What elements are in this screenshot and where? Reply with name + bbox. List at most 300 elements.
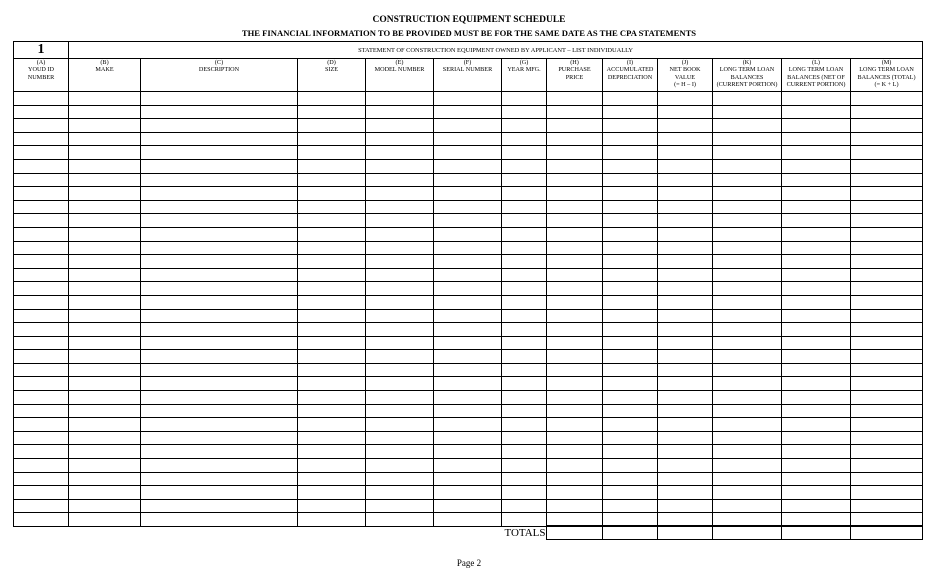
entry-cell[interactable] (434, 323, 502, 337)
entry-cell[interactable] (14, 486, 69, 500)
entry-cell[interactable] (14, 92, 69, 106)
entry-cell[interactable] (547, 309, 603, 323)
entry-cell[interactable] (658, 187, 713, 201)
entry-cell[interactable] (713, 146, 782, 160)
entry-cell[interactable] (713, 445, 782, 459)
entry-cell[interactable] (658, 159, 713, 173)
entry-cell[interactable] (502, 268, 547, 282)
entry-cell[interactable] (658, 350, 713, 364)
entry-cell[interactable] (141, 377, 298, 391)
entry-cell[interactable] (298, 146, 366, 160)
entry-cell[interactable] (434, 200, 502, 214)
entry-cell[interactable] (69, 323, 141, 337)
entry-cell[interactable] (298, 295, 366, 309)
entry-cell[interactable] (851, 377, 923, 391)
entry-cell[interactable] (298, 499, 366, 513)
entry-cell[interactable] (298, 105, 366, 119)
entry-cell[interactable] (434, 404, 502, 418)
entry-cell[interactable] (502, 418, 547, 432)
entry-cell[interactable] (69, 336, 141, 350)
entry-cell[interactable] (69, 472, 141, 486)
entry-cell[interactable] (782, 227, 851, 241)
entry-cell[interactable] (603, 255, 658, 269)
entry-cell[interactable] (502, 119, 547, 133)
entry-cell[interactable] (547, 499, 603, 513)
entry-cell[interactable] (658, 105, 713, 119)
entry-cell[interactable] (366, 159, 434, 173)
entry-cell[interactable] (782, 92, 851, 106)
entry-cell[interactable] (69, 119, 141, 133)
entry-cell[interactable] (713, 200, 782, 214)
entry-cell[interactable] (141, 268, 298, 282)
entry-cell[interactable] (502, 200, 547, 214)
entry-cell[interactable] (603, 295, 658, 309)
entry-cell[interactable] (782, 459, 851, 473)
entry-cell[interactable] (603, 187, 658, 201)
entry-cell[interactable] (851, 323, 923, 337)
entry-cell[interactable] (141, 200, 298, 214)
entry-cell[interactable] (782, 377, 851, 391)
entry-cell[interactable] (713, 336, 782, 350)
entry-cell[interactable] (366, 350, 434, 364)
entry-cell[interactable] (366, 309, 434, 323)
entry-cell[interactable] (603, 282, 658, 296)
entry-cell[interactable] (851, 255, 923, 269)
entry-cell[interactable] (141, 241, 298, 255)
entry-cell[interactable] (298, 92, 366, 106)
entry-cell[interactable] (14, 431, 69, 445)
entry-cell[interactable] (69, 146, 141, 160)
entry-cell[interactable] (434, 377, 502, 391)
entry-cell[interactable] (851, 105, 923, 119)
entry-cell[interactable] (14, 105, 69, 119)
entry-cell[interactable] (658, 472, 713, 486)
entry-cell[interactable] (502, 92, 547, 106)
entry-cell[interactable] (658, 445, 713, 459)
entry-cell[interactable] (14, 459, 69, 473)
entry-cell[interactable] (434, 146, 502, 160)
entry-cell[interactable] (547, 200, 603, 214)
entry-cell[interactable] (298, 214, 366, 228)
entry-cell[interactable] (658, 200, 713, 214)
entry-cell[interactable] (851, 418, 923, 432)
entry-cell[interactable] (434, 472, 502, 486)
entry-cell[interactable] (603, 132, 658, 146)
entry-cell[interactable] (658, 418, 713, 432)
entry-cell[interactable] (603, 350, 658, 364)
entry-cell[interactable] (502, 105, 547, 119)
entry-cell[interactable] (434, 459, 502, 473)
entry-cell[interactable] (658, 336, 713, 350)
entry-cell[interactable] (603, 472, 658, 486)
entry-cell[interactable] (603, 119, 658, 133)
entry-cell[interactable] (713, 268, 782, 282)
entry-cell[interactable] (547, 431, 603, 445)
entry-cell[interactable] (141, 472, 298, 486)
entry-cell[interactable] (14, 363, 69, 377)
entry-cell[interactable] (434, 486, 502, 500)
entry-cell[interactable] (141, 499, 298, 513)
entry-cell[interactable] (658, 377, 713, 391)
entry-cell[interactable] (434, 418, 502, 432)
entry-cell[interactable] (434, 391, 502, 405)
entry-cell[interactable] (782, 404, 851, 418)
entry-cell[interactable] (502, 336, 547, 350)
entry-cell[interactable] (851, 119, 923, 133)
entry-cell[interactable] (141, 146, 298, 160)
entry-cell[interactable] (14, 227, 69, 241)
entry-cell[interactable] (782, 214, 851, 228)
entry-cell[interactable] (298, 200, 366, 214)
entry-cell[interactable] (298, 377, 366, 391)
total-loan-noncurrent[interactable] (781, 526, 850, 540)
entry-cell[interactable] (502, 146, 547, 160)
entry-cell[interactable] (851, 92, 923, 106)
entry-cell[interactable] (14, 200, 69, 214)
total-loan-current[interactable] (712, 526, 781, 540)
entry-cell[interactable] (141, 187, 298, 201)
entry-cell[interactable] (502, 486, 547, 500)
entry-cell[interactable] (547, 486, 603, 500)
entry-cell[interactable] (713, 227, 782, 241)
entry-cell[interactable] (502, 309, 547, 323)
entry-cell[interactable] (713, 472, 782, 486)
entry-cell[interactable] (713, 323, 782, 337)
entry-cell[interactable] (502, 404, 547, 418)
entry-cell[interactable] (298, 404, 366, 418)
entry-cell[interactable] (658, 214, 713, 228)
entry-cell[interactable] (69, 418, 141, 432)
entry-cell[interactable] (603, 92, 658, 106)
entry-cell[interactable] (366, 268, 434, 282)
entry-cell[interactable] (782, 119, 851, 133)
entry-cell[interactable] (434, 499, 502, 513)
entry-cell[interactable] (141, 309, 298, 323)
entry-cell[interactable] (713, 173, 782, 187)
entry-cell[interactable] (366, 241, 434, 255)
entry-cell[interactable] (713, 132, 782, 146)
entry-cell[interactable] (658, 404, 713, 418)
entry-cell[interactable] (14, 323, 69, 337)
total-loan-total[interactable] (850, 526, 922, 540)
entry-cell[interactable] (713, 309, 782, 323)
entry-cell[interactable] (298, 350, 366, 364)
entry-cell[interactable] (603, 377, 658, 391)
entry-cell[interactable] (298, 255, 366, 269)
entry-cell[interactable] (298, 159, 366, 173)
entry-cell[interactable] (69, 227, 141, 241)
entry-cell[interactable] (502, 445, 547, 459)
entry-cell[interactable] (547, 241, 603, 255)
entry-cell[interactable] (141, 255, 298, 269)
entry-cell[interactable] (782, 499, 851, 513)
entry-cell[interactable] (141, 214, 298, 228)
entry-cell[interactable] (713, 295, 782, 309)
entry-cell[interactable] (851, 391, 923, 405)
entry-cell[interactable] (14, 418, 69, 432)
entry-cell[interactable] (502, 499, 547, 513)
entry-cell[interactable] (782, 309, 851, 323)
entry-cell[interactable] (502, 187, 547, 201)
entry-cell[interactable] (658, 268, 713, 282)
entry-cell[interactable] (298, 472, 366, 486)
entry-cell[interactable] (658, 255, 713, 269)
entry-cell[interactable] (141, 391, 298, 405)
entry-cell[interactable] (366, 227, 434, 241)
entry-cell[interactable] (603, 418, 658, 432)
entry-cell[interactable] (434, 159, 502, 173)
entry-cell[interactable] (141, 418, 298, 432)
entry-cell[interactable] (603, 309, 658, 323)
entry-cell[interactable] (366, 336, 434, 350)
entry-cell[interactable] (366, 445, 434, 459)
entry-cell[interactable] (603, 459, 658, 473)
entry-cell[interactable] (434, 105, 502, 119)
entry-cell[interactable] (14, 187, 69, 201)
entry-cell[interactable] (713, 105, 782, 119)
entry-cell[interactable] (547, 119, 603, 133)
total-purchase-price[interactable] (546, 526, 602, 540)
entry-cell[interactable] (547, 214, 603, 228)
entry-cell[interactable] (603, 363, 658, 377)
entry-cell[interactable] (851, 431, 923, 445)
entry-cell[interactable] (14, 404, 69, 418)
entry-cell[interactable] (782, 295, 851, 309)
entry-cell[interactable] (141, 92, 298, 106)
entry-cell[interactable] (298, 268, 366, 282)
entry-cell[interactable] (713, 214, 782, 228)
entry-cell[interactable] (851, 214, 923, 228)
entry-cell[interactable] (298, 486, 366, 500)
entry-cell[interactable] (69, 92, 141, 106)
entry-cell[interactable] (366, 391, 434, 405)
entry-cell[interactable] (502, 173, 547, 187)
entry-cell[interactable] (434, 92, 502, 106)
entry-cell[interactable] (69, 132, 141, 146)
entry-cell[interactable] (69, 159, 141, 173)
entry-cell[interactable] (434, 119, 502, 133)
entry-cell[interactable] (782, 418, 851, 432)
entry-cell[interactable] (851, 472, 923, 486)
entry-cell[interactable] (69, 268, 141, 282)
entry-cell[interactable] (658, 146, 713, 160)
entry-cell[interactable] (298, 227, 366, 241)
entry-cell[interactable] (141, 282, 298, 296)
entry-cell[interactable] (782, 323, 851, 337)
total-accumulated-depreciation[interactable] (602, 526, 657, 540)
entry-cell[interactable] (141, 132, 298, 146)
entry-cell[interactable] (69, 173, 141, 187)
entry-cell[interactable] (851, 187, 923, 201)
entry-cell[interactable] (14, 499, 69, 513)
entry-cell[interactable] (366, 295, 434, 309)
entry-cell[interactable] (366, 132, 434, 146)
entry-cell[interactable] (434, 363, 502, 377)
entry-cell[interactable] (603, 159, 658, 173)
entry-cell[interactable] (69, 295, 141, 309)
entry-cell[interactable] (547, 187, 603, 201)
entry-cell[interactable] (69, 255, 141, 269)
entry-cell[interactable] (603, 173, 658, 187)
entry-cell[interactable] (366, 173, 434, 187)
entry-cell[interactable] (502, 391, 547, 405)
entry-cell[interactable] (713, 241, 782, 255)
entry-cell[interactable] (298, 241, 366, 255)
entry-cell[interactable] (14, 146, 69, 160)
entry-cell[interactable] (141, 350, 298, 364)
entry-cell[interactable] (547, 418, 603, 432)
entry-cell[interactable] (298, 282, 366, 296)
entry-cell[interactable] (782, 268, 851, 282)
entry-cell[interactable] (547, 459, 603, 473)
entry-cell[interactable] (69, 350, 141, 364)
entry-cell[interactable] (366, 486, 434, 500)
entry-cell[interactable] (547, 159, 603, 173)
entry-cell[interactable] (434, 295, 502, 309)
entry-cell[interactable] (851, 445, 923, 459)
entry-cell[interactable] (851, 459, 923, 473)
entry-cell[interactable] (547, 295, 603, 309)
entry-cell[interactable] (366, 459, 434, 473)
entry-cell[interactable] (658, 459, 713, 473)
entry-cell[interactable] (547, 227, 603, 241)
entry-cell[interactable] (366, 282, 434, 296)
entry-cell[interactable] (782, 255, 851, 269)
entry-cell[interactable] (851, 227, 923, 241)
entry-cell[interactable] (782, 173, 851, 187)
entry-cell[interactable] (851, 486, 923, 500)
entry-cell[interactable] (502, 363, 547, 377)
entry-cell[interactable] (434, 173, 502, 187)
entry-cell[interactable] (141, 336, 298, 350)
entry-cell[interactable] (366, 92, 434, 106)
entry-cell[interactable] (782, 187, 851, 201)
entry-cell[interactable] (502, 227, 547, 241)
entry-cell[interactable] (14, 295, 69, 309)
entry-cell[interactable] (603, 241, 658, 255)
entry-cell[interactable] (782, 132, 851, 146)
entry-cell[interactable] (851, 404, 923, 418)
entry-cell[interactable] (141, 445, 298, 459)
entry-cell[interactable] (366, 119, 434, 133)
entry-cell[interactable] (547, 391, 603, 405)
entry-cell[interactable] (851, 282, 923, 296)
entry-cell[interactable] (434, 187, 502, 201)
entry-cell[interactable] (851, 173, 923, 187)
entry-cell[interactable] (141, 459, 298, 473)
entry-cell[interactable] (547, 445, 603, 459)
entry-cell[interactable] (366, 105, 434, 119)
entry-cell[interactable] (658, 363, 713, 377)
entry-cell[interactable] (851, 241, 923, 255)
entry-cell[interactable] (713, 377, 782, 391)
entry-cell[interactable] (366, 187, 434, 201)
entry-cell[interactable] (782, 486, 851, 500)
entry-cell[interactable] (547, 472, 603, 486)
entry-cell[interactable] (366, 431, 434, 445)
entry-cell[interactable] (782, 105, 851, 119)
entry-cell[interactable] (366, 255, 434, 269)
entry-cell[interactable] (298, 363, 366, 377)
entry-cell[interactable] (603, 146, 658, 160)
entry-cell[interactable] (782, 445, 851, 459)
entry-cell[interactable] (366, 472, 434, 486)
entry-cell[interactable] (851, 132, 923, 146)
entry-cell[interactable] (141, 323, 298, 337)
entry-cell[interactable] (14, 472, 69, 486)
entry-cell[interactable] (851, 200, 923, 214)
entry-cell[interactable] (603, 214, 658, 228)
entry-cell[interactable] (851, 336, 923, 350)
entry-cell[interactable] (434, 268, 502, 282)
entry-cell[interactable] (782, 363, 851, 377)
entry-cell[interactable] (851, 499, 923, 513)
entry-cell[interactable] (547, 146, 603, 160)
entry-cell[interactable] (434, 350, 502, 364)
entry-cell[interactable] (547, 336, 603, 350)
entry-cell[interactable] (713, 391, 782, 405)
entry-cell[interactable] (603, 268, 658, 282)
entry-cell[interactable] (502, 431, 547, 445)
entry-cell[interactable] (69, 404, 141, 418)
entry-cell[interactable] (366, 146, 434, 160)
entry-cell[interactable] (713, 282, 782, 296)
entry-cell[interactable] (603, 391, 658, 405)
entry-cell[interactable] (14, 159, 69, 173)
entry-cell[interactable] (14, 445, 69, 459)
entry-cell[interactable] (502, 241, 547, 255)
entry-cell[interactable] (298, 323, 366, 337)
entry-cell[interactable] (547, 132, 603, 146)
entry-cell[interactable] (14, 255, 69, 269)
entry-cell[interactable] (782, 159, 851, 173)
entry-cell[interactable] (502, 350, 547, 364)
entry-cell[interactable] (502, 295, 547, 309)
entry-cell[interactable] (141, 159, 298, 173)
entry-cell[interactable] (603, 323, 658, 337)
entry-cell[interactable] (69, 486, 141, 500)
entry-cell[interactable] (434, 132, 502, 146)
entry-cell[interactable] (851, 309, 923, 323)
entry-cell[interactable] (141, 105, 298, 119)
entry-cell[interactable] (69, 105, 141, 119)
entry-cell[interactable] (69, 459, 141, 473)
entry-cell[interactable] (298, 132, 366, 146)
entry-cell[interactable] (502, 377, 547, 391)
entry-cell[interactable] (713, 92, 782, 106)
entry-cell[interactable] (782, 200, 851, 214)
entry-cell[interactable] (69, 377, 141, 391)
entry-cell[interactable] (713, 499, 782, 513)
entry-cell[interactable] (658, 431, 713, 445)
entry-cell[interactable] (141, 431, 298, 445)
entry-cell[interactable] (14, 350, 69, 364)
entry-cell[interactable] (141, 363, 298, 377)
entry-cell[interactable] (547, 105, 603, 119)
entry-cell[interactable] (434, 336, 502, 350)
entry-cell[interactable] (547, 255, 603, 269)
entry-cell[interactable] (851, 268, 923, 282)
entry-cell[interactable] (713, 350, 782, 364)
entry-cell[interactable] (69, 200, 141, 214)
entry-cell[interactable] (69, 282, 141, 296)
entry-cell[interactable] (434, 241, 502, 255)
entry-cell[interactable] (658, 241, 713, 255)
entry-cell[interactable] (658, 132, 713, 146)
entry-cell[interactable] (658, 499, 713, 513)
entry-cell[interactable] (366, 214, 434, 228)
entry-cell[interactable] (658, 119, 713, 133)
